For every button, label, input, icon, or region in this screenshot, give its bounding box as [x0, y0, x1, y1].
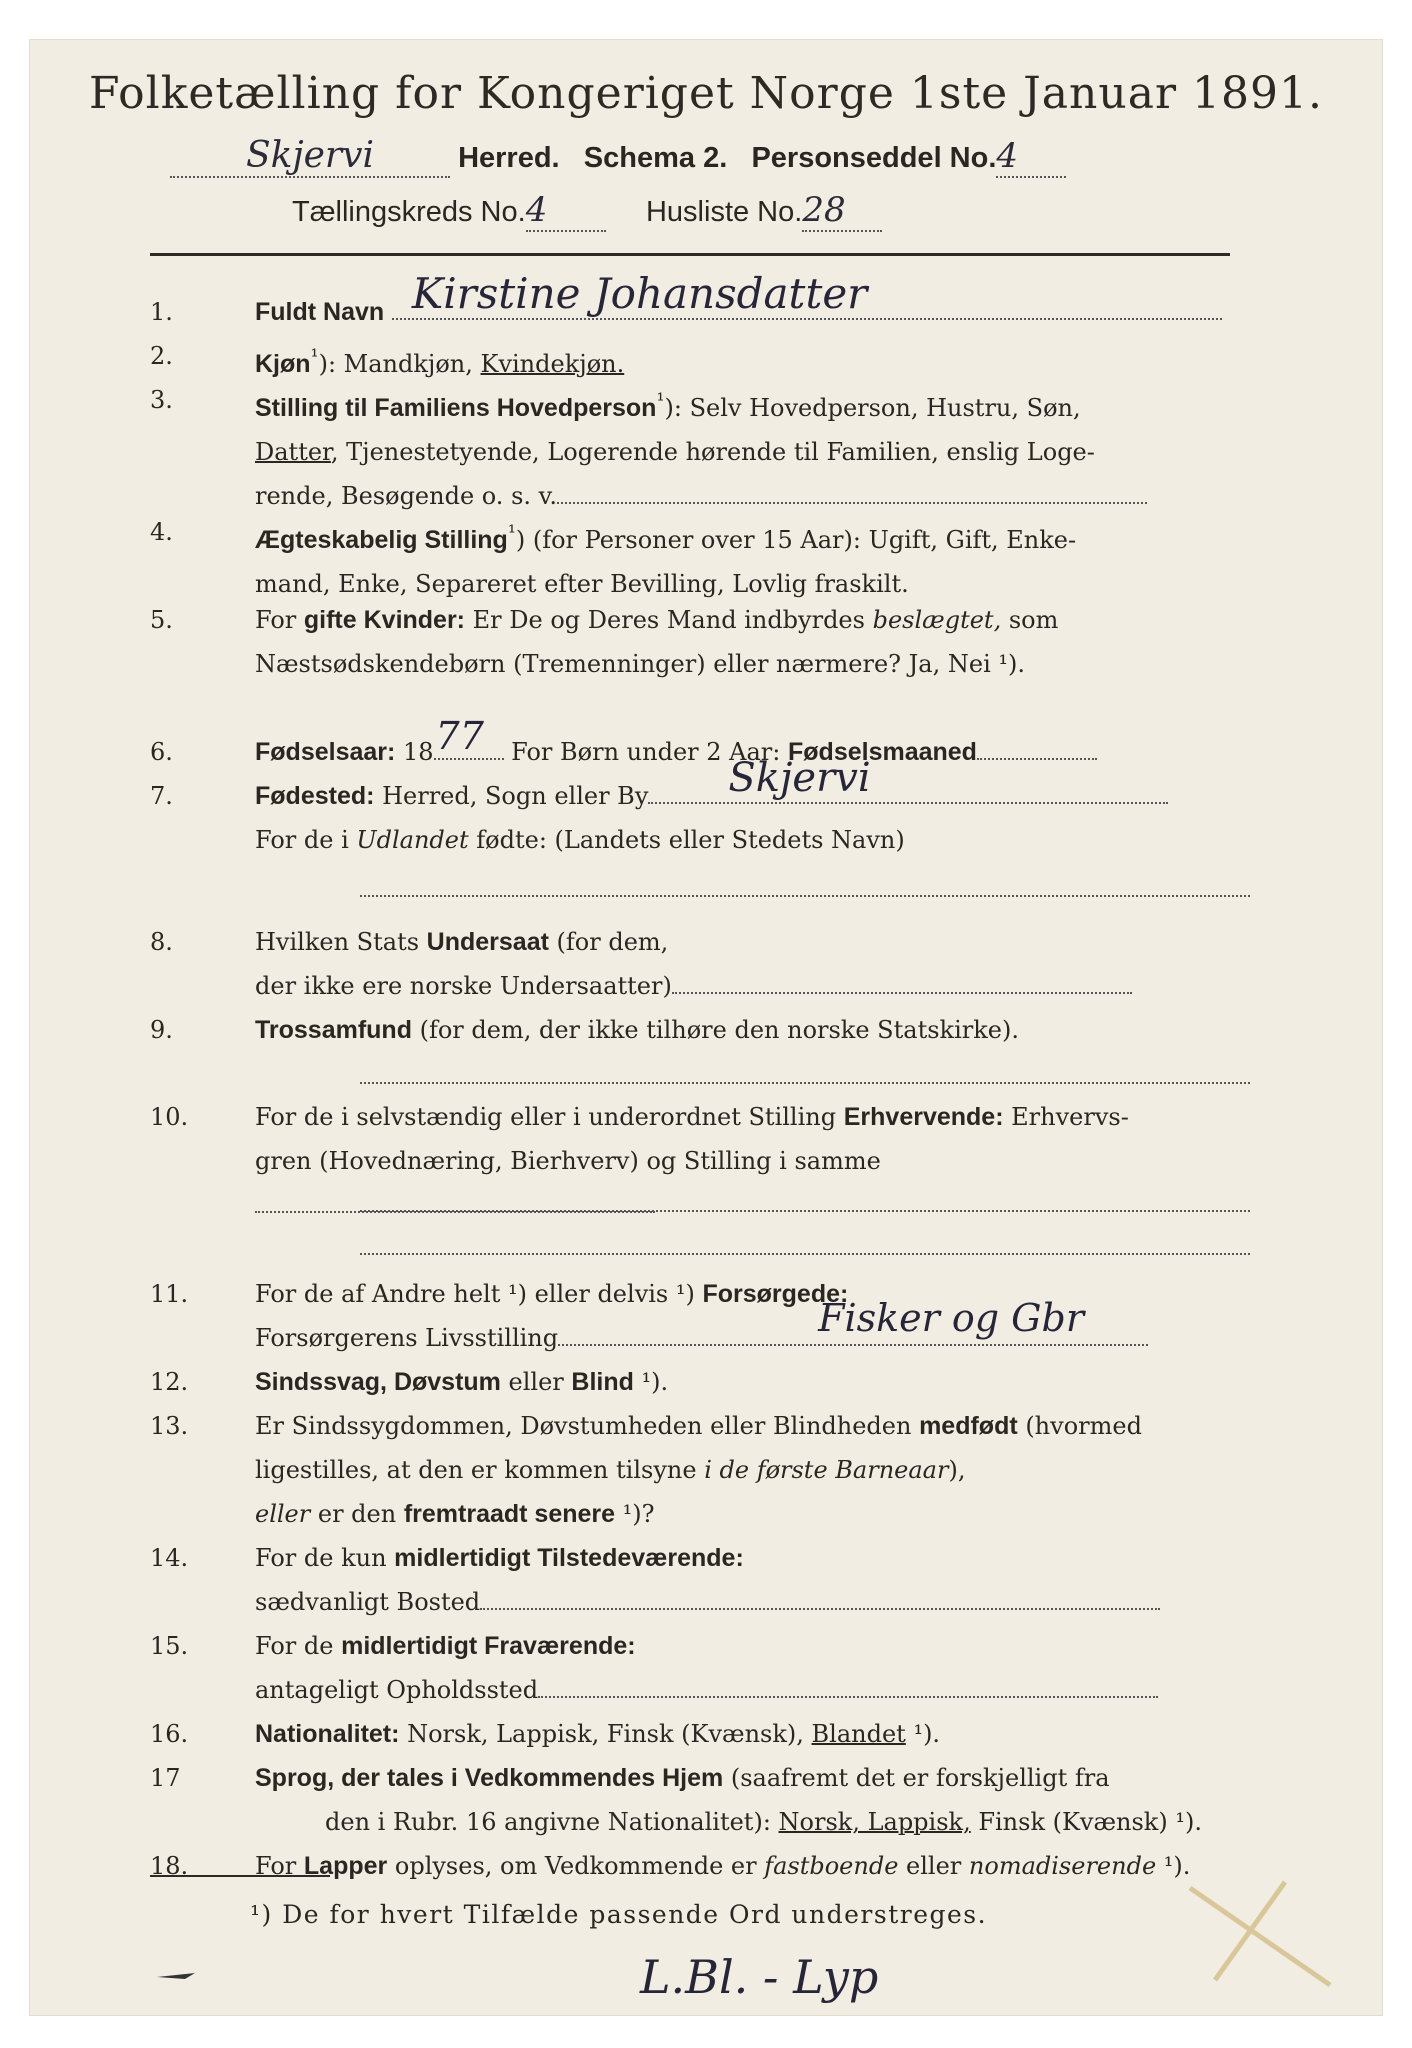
selected-option: Kvindekjøn. — [480, 350, 625, 378]
item-text: gren (Hovednæring, Bierhverv) og Stilling i samme — [255, 1147, 881, 1175]
item-text: Udlandet — [356, 826, 469, 854]
item-number: 13. — [150, 1412, 189, 1440]
kreds-label: Tællingskreds No. — [292, 196, 526, 228]
item-label: Trossamfund — [255, 1016, 412, 1044]
item-number: 15. — [150, 1632, 189, 1660]
cross-stroke — [1215, 1882, 1285, 1980]
item-label: Sprog, der tales i Vedkommendes Hjem — [255, 1764, 724, 1792]
item-text: For de — [255, 1632, 342, 1660]
personseddel-field: 4 — [996, 136, 1066, 178]
item-text: eller — [255, 1500, 311, 1528]
item-text: beslægtet, — [872, 606, 1002, 634]
item-number: 11. — [150, 1280, 189, 1308]
herred-field: Skjervi — [170, 135, 450, 178]
name-field — [392, 269, 1222, 320]
footnote: ¹) De for hvert Tilfælde passende Ord understreges. — [250, 1900, 988, 1929]
item-text: For de i selvstændig eller i underordnet Stilling — [255, 1103, 844, 1131]
footnote-divider — [150, 1875, 330, 1877]
item-text: eller — [500, 1368, 572, 1396]
item-text: ligestilles, at den er kommen tilsyne — [255, 1456, 705, 1484]
schema-label: Schema 2. — [583, 142, 728, 174]
item-text: der ikke ere norske Undersaatter) — [255, 972, 672, 1000]
item-fill-line — [977, 744, 1097, 760]
item-text: ), — [948, 1456, 966, 1484]
item-number: 10. — [150, 1103, 189, 1131]
item-text: fastboende — [764, 1852, 899, 1880]
item-number: 9. — [150, 1016, 173, 1044]
item-number: 8. — [150, 928, 173, 956]
signature: L.Bl. - Lyp — [640, 1950, 879, 2004]
item-label: fremtraadt senere — [403, 1500, 616, 1528]
footnote-ref: ¹ — [310, 344, 319, 368]
item-text: eller — [898, 1852, 969, 1880]
census-form — [30, 40, 1382, 2015]
item-label: Stilling til Familiens Hovedperson — [255, 394, 657, 422]
item-text: den i Rubr. 16 angivne Nationalitet): — [325, 1808, 779, 1836]
item-text: sædvanligt Bosted — [255, 1588, 481, 1616]
birthplace-field — [648, 755, 1168, 804]
item-text: ¹)? — [615, 1500, 655, 1528]
item-number: 18. — [150, 1852, 189, 1880]
item-fill-line — [480, 1594, 1160, 1610]
item-text: er den — [310, 1500, 404, 1528]
item-9-fill-line — [360, 1082, 1250, 1084]
personseddel-label: Personseddel No. — [751, 142, 997, 174]
item-text: Næstsødskendebørn (Tremenninger) eller nærmere? Ja, Nei ¹). — [255, 650, 1025, 678]
birth-year-value: 77 — [435, 714, 484, 758]
item-text: som — [1001, 606, 1059, 634]
item-number: 12. — [150, 1368, 189, 1396]
item-number: 17 — [150, 1764, 181, 1792]
item-10-fill-line — [360, 1253, 1250, 1255]
item-number: 7. — [150, 782, 173, 810]
item-text: Erhvervs- — [1003, 1103, 1129, 1131]
item-number: 4. — [150, 518, 173, 546]
header-divider — [150, 253, 1230, 256]
item-number: 6. — [150, 738, 173, 766]
item-text: (for dem, — [548, 928, 669, 956]
selected-option: Norsk, Lappisk, — [778, 1808, 971, 1836]
item-text: ): Selv Hovedperson, Hustru, Søn, — [664, 394, 1081, 422]
item-label: Nationalitet: — [255, 1720, 400, 1748]
kreds-field: 4 — [526, 190, 606, 232]
item-number: 1. — [150, 298, 173, 326]
husliste-field: 28 — [802, 190, 882, 232]
provider-occupation-value: Fisker og Gbr — [818, 1296, 1085, 1340]
header-row-1 — [170, 135, 1270, 178]
item-label: Fødselsmaaned — [788, 738, 977, 766]
item-label: Blind — [571, 1368, 634, 1396]
footnote-ref: ¹ — [507, 520, 516, 544]
item-label: Kjøn — [255, 350, 311, 378]
item-text: nomadiserende — [968, 1852, 1157, 1880]
selected-option: Blandet — [811, 1720, 906, 1748]
item-text: Herred, Sogn eller By — [374, 782, 649, 810]
item-text: ¹). — [1156, 1852, 1191, 1880]
item-text: For Børn under 2 Aar: — [503, 738, 788, 766]
item-text: 18 — [395, 738, 434, 766]
item-label: Lapper — [303, 1852, 388, 1880]
item-label: Undersaat — [426, 928, 549, 956]
item-number: 16. — [150, 1720, 189, 1748]
footnote-ref: ¹ — [656, 388, 665, 412]
item-text: Er Sindssygdommen, Døvstumheden eller Blindheden — [255, 1412, 920, 1440]
item-label: midlertidigt Tilstedeværende: — [394, 1544, 744, 1572]
item-label: Forsørgede: — [702, 1280, 849, 1308]
item-text: For de af Andre helt ¹) eller delvis ¹) — [255, 1280, 703, 1308]
item-text: i de første Barneaar — [704, 1456, 949, 1484]
item-label: gifte Kvinder: — [303, 606, 466, 634]
cross-stroke — [1190, 1888, 1330, 1985]
item-number: 2. — [150, 342, 173, 370]
item-text: (hvormed — [1017, 1412, 1142, 1440]
item-label: Erhvervende: — [843, 1103, 1004, 1131]
item-text: ): Mandkjøn, — [318, 350, 481, 378]
item-text: Er De og Deres Mand indbyrdes — [465, 606, 873, 634]
item-text: rende, Besøgende o. s. v. — [255, 482, 557, 510]
item-text: Hvilken Stats — [255, 928, 427, 956]
husliste-label: Husliste No. — [645, 196, 803, 228]
item-label: Fuldt Navn — [255, 298, 385, 326]
item-text: For de i — [255, 826, 357, 854]
item-text: For — [255, 1852, 304, 1880]
item-text: mand, Enke, Separeret efter Bevilling, Lovlig fraskilt. — [255, 570, 909, 598]
item-number: 14. — [150, 1544, 189, 1572]
pencil-cross-mark — [1180, 1880, 1340, 1990]
item-label: midlertidigt Fraværende: — [341, 1632, 636, 1660]
item-text: oplyses, om Vedkommende er — [387, 1852, 765, 1880]
item-label: Sindssvag, Døvstum — [255, 1368, 501, 1396]
item-label: medfødt — [919, 1412, 1018, 1440]
item-fill-line — [672, 978, 1132, 994]
item-fill-line — [538, 1682, 1158, 1698]
item-text: (saafremt det er forskjelligt fra — [723, 1764, 1110, 1792]
item-7-fill-line — [360, 895, 1250, 897]
item-text: Forsørgerens Livsstilling — [255, 1324, 559, 1352]
item-text: antageligt Opholdssted — [255, 1676, 539, 1704]
item-text: fødte: (Landets eller Stedets Navn) — [468, 826, 905, 854]
item-text: (for dem, der ikke tilhøre den norske Statskirke). — [411, 1016, 1019, 1044]
item-text: , Tjenestetyende, Logerende hørende til Familien, enslig Loge- — [330, 438, 1095, 466]
item-text: For — [255, 606, 304, 634]
item-number: 5. — [150, 606, 173, 634]
selected-option: Datter — [255, 438, 331, 466]
form-title: Folketælling for Kongeriget Norge 1ste Januar 1891. — [89, 68, 1323, 119]
item-text: ¹). — [905, 1720, 941, 1748]
birthplace-value: Skjervi — [728, 755, 871, 801]
item-text: Norsk, Lappisk, Finsk (Kvænsk), — [399, 1720, 812, 1748]
item-label: Fødselsaar: — [255, 738, 396, 766]
item-text: ) (for Personer over 15 Aar): Ugift, Gift, Enke- — [515, 526, 1077, 554]
item-text: ¹). — [633, 1368, 669, 1396]
margin-mark-stroke — [157, 1973, 195, 1979]
name-value: Kirstine Johansdatter — [411, 269, 868, 318]
item-text: Finsk (Kvænsk) ¹). — [970, 1808, 1202, 1836]
herred-label: Herred. — [458, 142, 560, 174]
item-fill-line — [557, 488, 1147, 504]
item-text: For de kun — [255, 1544, 395, 1572]
header-row-2 — [292, 190, 1392, 232]
item-label: Ægteskabelig Stilling — [255, 526, 508, 554]
item-label: Fødested: — [255, 782, 375, 810]
item-10-fill-line — [360, 1210, 1250, 1212]
margin-mark — [155, 1965, 205, 1985]
birth-year-field — [434, 714, 504, 760]
provider-occupation-field — [558, 1296, 1148, 1346]
item-number: 3. — [150, 386, 173, 414]
